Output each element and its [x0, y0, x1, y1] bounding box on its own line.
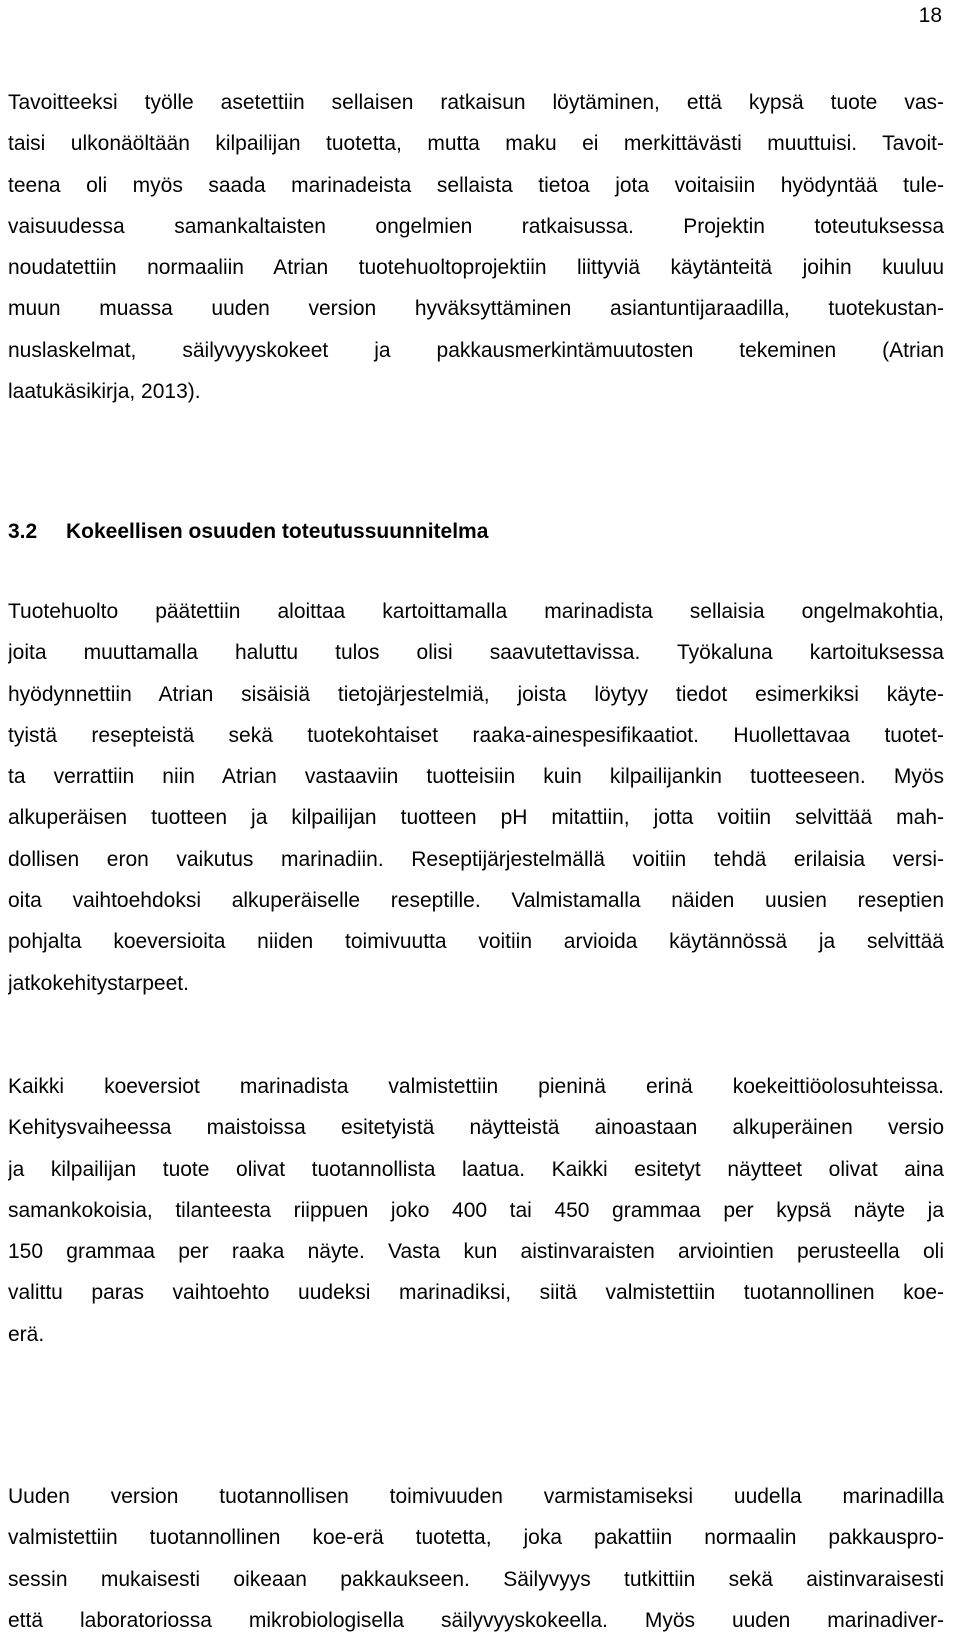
section-number: 3.2: [8, 520, 38, 543]
text-line: taisi ulkonäöltään kilpailijan tuotetta, mutta maku ei merkittävästi muuttuisi. Tavoit-: [8, 132, 944, 156]
text-line: Tuotehuolto päätettiin aloittaa kartoittamalla marinadista sellaisia ongelmakohtia,: [8, 600, 944, 623]
text-line: vaisuudessa samankaltaisten ongelmien ratkaisussa. Projektin toteutuksessa: [8, 214, 944, 238]
text-line: joita muuttamalla haluttu tulos olisi saavutettavissa. Työkaluna kartoituksessa: [8, 641, 944, 665]
text-line: alkuperäisen tuotteen ja kilpailijan tuotteen pH mitattiin, jotta voitiin selvittää mah-: [8, 806, 944, 830]
text-line: että laboratoriossa mikrobiologisella säilyvyyskokeella. Myös uuden marinadiver-: [8, 1608, 944, 1632]
text-line: Uuden version tuotannollisen toimivuuden varmistamiseksi uudella marinadilla: [8, 1485, 944, 1508]
text-line: 150 grammaa per raaka näyte. Vasta kun aistinvaraisten arviointien perusteella oli: [8, 1240, 944, 1264]
text-line: oita vaihtoehdoksi alkuperäiselle reseptille. Valmistamalla näiden uusien reseptien: [8, 889, 944, 913]
text-line: tyistä resepteistä sekä tuotekohtaiset raaka-ainespesifikaatiot. Huollettavaa tuotet-: [8, 723, 944, 747]
paragraph-production-batch: [8, 1476, 944, 1641]
text-line: sessin mukaisesti oikeaan pakkaukseen. Säilyvyys tutkittiin sekä aistinvaraisesti: [8, 1567, 944, 1591]
text-line: dollisen eron vaikutus marinadiin. Reseptijärjestelmällä voitiin tehdä erilaisia versi-: [8, 847, 944, 871]
text-line: hyödynnettiin Atrian sisäisiä tietojärjestelmiä, joista löytyy tiedot esimerkiksi käyte-: [8, 682, 944, 706]
text-line: muun muassa uuden version hyväksyttäminen asiantuntijaraadilla, tuotekustan-: [8, 297, 944, 321]
text-line: teena oli myös saada marinadeista sellaista tietoa jota voitaisiin hyödyntää tule-: [8, 173, 944, 197]
text-line: laatukäsikirja, 2013).: [8, 380, 201, 404]
text-line: noudatettiin normaaliin Atrian tuotehuoltoprojektiin liittyviä käytänteitä joihin kuuluu: [8, 256, 944, 280]
text-line: Kehitysvaiheessa maistoissa esitetyistä näytteistä ainoastaan alkuperäinen versio: [8, 1116, 944, 1140]
text-line: jatkokehitystarpeet.: [8, 971, 189, 995]
text-line: valmistettiin tuotannollinen koe-erä tuotetta, joka pakattiin normaalin pakkauspro-: [8, 1526, 944, 1550]
section-title: Kokeellisen osuuden toteutussuunnitelma: [66, 520, 489, 543]
section-heading: [8, 514, 488, 550]
paragraph-plan: [8, 591, 944, 1004]
text-line: ja kilpailijan tuote olivat tuotannollista laatua. Kaikki esitetyt näytteet olivat aina: [8, 1157, 944, 1181]
text-line: valittu paras vaihtoehto uudeksi marinadiksi, siitä valmistettiin tuotannollinen koe-: [8, 1281, 944, 1305]
text-line: pohjalta koeversioita niiden toimivuutta voitiin arvioida käytännössä ja selvittää: [8, 930, 944, 954]
page-number: 18: [918, 4, 942, 27]
paragraph-goals: [8, 82, 944, 412]
paragraph-test-versions: [8, 1066, 944, 1355]
text-line: erä.: [8, 1322, 45, 1346]
text-line: ta verrattiin niin Atrian vastaaviin tuotteisiin kuin kilpailijankin tuotteeseen. Myös: [8, 765, 944, 789]
text-line: samankokoisia, tilanteesta riippuen joko 400 tai 450 grammaa per kypsä näyte ja: [8, 1198, 944, 1222]
text-line: nuslaskelmat, säilyvyyskokeet ja pakkausmerkintämuutosten tekeminen (Atrian: [8, 338, 944, 362]
text-line: Tavoitteeksi työlle asetettiin sellaisen ratkaisun löytäminen, että kypsä tuote vas-: [8, 91, 944, 114]
text-line: Kaikki koeversiot marinadista valmistettiin pieninä erinä koekeittiöolosuhteissa.: [8, 1075, 944, 1098]
